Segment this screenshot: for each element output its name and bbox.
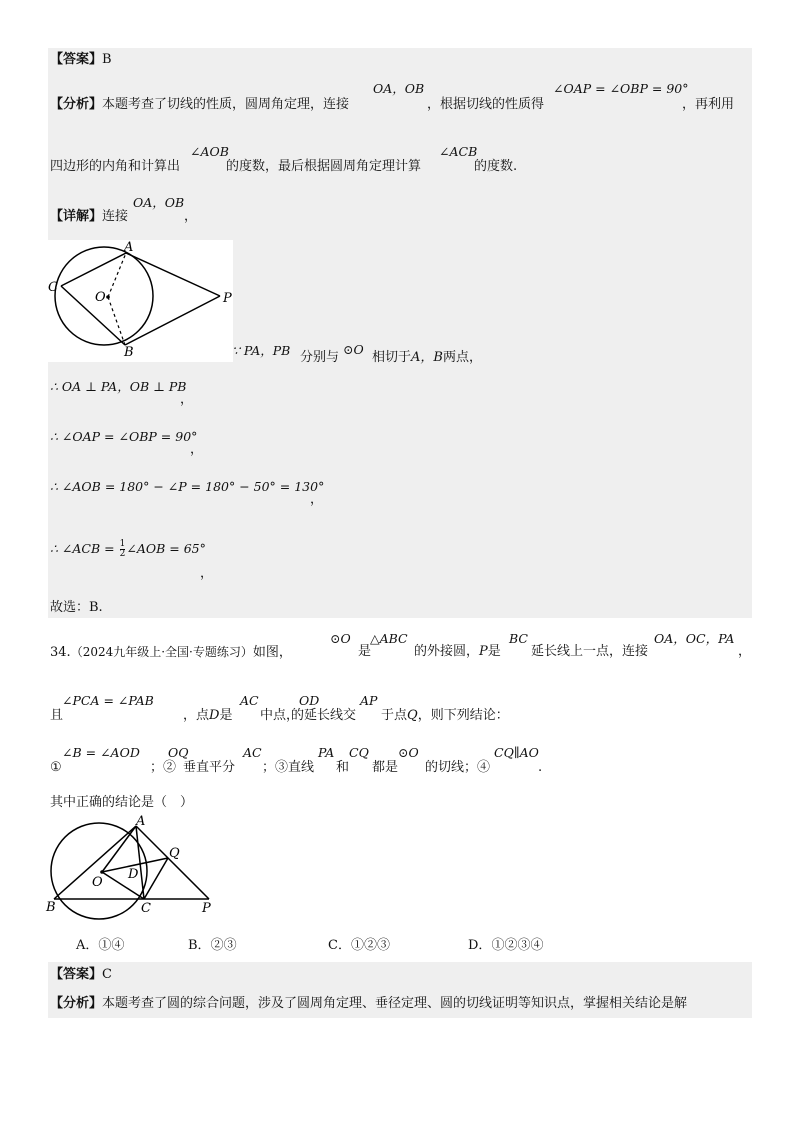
answer-line xyxy=(50,52,112,68)
option-a-label: A． xyxy=(76,938,99,953)
q34-number: 34. xyxy=(50,645,71,660)
step-4-den: 2 xyxy=(119,549,126,559)
step-1-end: ， xyxy=(180,392,194,407)
because-math: ∵ PA，PB xyxy=(232,343,291,358)
c3-text: 都是 xyxy=(372,760,399,775)
q34-source: （2024九年级上·全国·专题练习） xyxy=(70,645,253,659)
fig2-label-o: O xyxy=(92,875,103,890)
c3-end: 的切线；④ xyxy=(425,760,491,775)
fig1-label-o: O xyxy=(95,290,106,305)
q34-text-p: P xyxy=(479,644,488,659)
q34-answer-value: C xyxy=(102,967,112,982)
option-c[interactable] xyxy=(328,938,390,954)
c2-math: OQ xyxy=(168,745,189,760)
q34-analysis-line xyxy=(50,996,687,1012)
detail-text: 连接 xyxy=(102,209,129,224)
analysis-line2-math-acb: ∠ACB xyxy=(439,144,478,159)
step-1-math: ∴ OA ⊥ PA，OB ⊥ PB xyxy=(50,379,187,394)
q34-line2-text5 xyxy=(381,708,509,724)
detail-tag: 【详解】 xyxy=(50,209,103,224)
step-4-math xyxy=(50,540,206,559)
analysis-text-1a: 本题考查了切线的性质，圆周角定理，连接 xyxy=(102,97,350,112)
c4-math: CQ∥AO xyxy=(494,745,539,760)
q34-line1 xyxy=(50,644,292,661)
because-points: A，B xyxy=(411,350,443,365)
fig2-line-oa xyxy=(102,826,136,872)
q34-line2-qie: 且 xyxy=(50,708,64,723)
fig2-label-a: A xyxy=(136,814,146,829)
c3-and: 和 xyxy=(336,760,350,775)
q34-text4-end: ， xyxy=(738,644,752,659)
fig1-line-ca xyxy=(61,253,126,286)
fig1-center-dot xyxy=(106,295,110,299)
analysis-text-2: ，根据切线的性质得 xyxy=(427,97,545,112)
analysis-line2-text-3: 的度数. xyxy=(474,159,518,174)
q34-answer-line xyxy=(50,967,112,983)
figure-1 xyxy=(40,236,240,366)
c2-sep: ；③直线 xyxy=(262,760,315,775)
c1-sep: ；② xyxy=(150,760,177,775)
option-c-label: C． xyxy=(328,938,351,953)
fig1-label-c: C xyxy=(48,280,58,295)
fig2-label-b: B xyxy=(46,900,56,915)
because-text-4: 两点， xyxy=(442,350,482,365)
analysis-text-3: ，再利用 xyxy=(682,97,735,112)
choose-answer: 故选：B. xyxy=(50,600,103,615)
fig2-line-cq xyxy=(144,858,168,899)
q34-line2-text1a: ，点 xyxy=(183,708,210,723)
q34-text4: 延长线上一点，连接 xyxy=(531,644,649,659)
analysis-math-angles: ∠OAP = ∠OBP = 90° xyxy=(553,81,689,96)
option-d-value: ①②③④ xyxy=(491,938,544,953)
c3-math3: ⊙O xyxy=(398,745,419,760)
step-3-math: ∴ ∠AOB = 180° − ∠P = 180° − 50° = 130° xyxy=(50,479,325,494)
detail-comma: ， xyxy=(184,209,198,224)
option-b-label: B． xyxy=(188,938,211,953)
q34-math-ac: AC xyxy=(240,693,259,708)
answer-tag: 【答案】 xyxy=(50,52,103,67)
q34-text1: 如图， xyxy=(252,645,292,660)
q34-text3: 是 xyxy=(487,644,501,659)
q34-text-is: 是 xyxy=(358,644,372,659)
q34-math-od: OD xyxy=(299,693,320,708)
step-4-prefix: ∴ ∠ACB = xyxy=(50,541,115,556)
fig1-line-ap xyxy=(126,253,220,296)
fig2-label-d: D xyxy=(128,867,139,882)
q34-line2-text6: ，则下列结论： xyxy=(417,708,509,723)
step-2-math: ∴ ∠OAP = ∠OBP = 90° xyxy=(50,429,198,444)
q34-math-oa: OA，OC，PA xyxy=(654,631,735,646)
analysis-text-1 xyxy=(50,97,349,113)
q34-line2-text4: 的延长线交 xyxy=(291,708,357,723)
q34-text2 xyxy=(414,644,501,660)
detail-line xyxy=(50,209,128,225)
c2-math2: AC xyxy=(243,745,262,760)
q34-math-angle: ∠PCA = ∠PAB xyxy=(62,693,154,708)
step-4-num: 1 xyxy=(119,539,126,549)
answer-value: B xyxy=(102,52,112,67)
q34-math-circle: ⊙O xyxy=(330,631,351,646)
option-a-value: ①④ xyxy=(98,938,125,953)
q34-line2-text5a: 于点 xyxy=(381,708,408,723)
analysis-line2-text-2: 的度数，最后根据圆周角定理计算 xyxy=(226,159,422,174)
step-4-fraction xyxy=(120,540,126,559)
analysis-line2-text-1: 四边形的内角和计算出 xyxy=(50,159,181,174)
fig2-line-ac xyxy=(136,826,144,899)
fig2-label-c: C xyxy=(141,901,151,916)
option-d-label: D． xyxy=(468,938,492,953)
q34-prompt: 其中正确的结论是（ ） xyxy=(50,795,194,810)
option-d[interactable] xyxy=(468,938,543,954)
analysis-tag: 【分析】 xyxy=(50,97,103,112)
q34-answer-tag: 【答案】 xyxy=(50,967,103,982)
fig1-line-cb xyxy=(61,286,125,345)
q34-line2-text3: 中点， xyxy=(260,708,300,723)
analysis-line2-math-aob: ∠AOB xyxy=(190,144,229,159)
detail-math-oa-ob: OA，OB xyxy=(133,195,185,210)
c4-end: . xyxy=(538,760,543,775)
q34-line2-q: Q xyxy=(407,708,418,723)
q34-math-ap: AP xyxy=(360,693,378,708)
figure-2 xyxy=(44,814,224,924)
q34-text2a: 的外接圆， xyxy=(414,644,480,659)
c1-num: ① xyxy=(50,760,62,775)
q34-math-bc: BC xyxy=(509,631,528,646)
option-b[interactable] xyxy=(188,938,237,954)
c3-math: PA xyxy=(318,745,335,760)
fig1-line-oa xyxy=(108,253,126,297)
option-b-value: ②③ xyxy=(210,938,237,953)
step-4-end: ， xyxy=(200,566,214,581)
q34-math-tri: △ABC xyxy=(370,631,408,646)
step-4-suffix: ∠AOB = 65° xyxy=(126,541,206,556)
because-text-2 xyxy=(372,350,482,366)
fig1-label-b: B xyxy=(124,345,134,360)
because-circle: ⊙O xyxy=(343,342,364,357)
step-3-end: ， xyxy=(310,492,324,507)
fig1-label-p: P xyxy=(223,291,232,306)
q34-line2-text1 xyxy=(183,708,232,724)
q34-line2-d: D xyxy=(209,708,220,723)
c1-math: ∠B = ∠AOD xyxy=(62,745,140,760)
fig2-label-p: P xyxy=(202,901,211,916)
q34-line2-text2: 是 xyxy=(219,708,233,723)
because-text-1: 分别与 xyxy=(300,350,340,365)
analysis-math-oa-ob: OA，OB xyxy=(373,81,425,96)
q34-analysis-tag: 【分析】 xyxy=(50,996,103,1011)
fig2-label-q: Q xyxy=(169,846,180,861)
q34-analysis-text: 本题考查了圆的综合问题，涉及了圆周角定理、垂径定理、圆的切线证明等知识点，掌握相关结论是解 xyxy=(102,996,688,1011)
c3-math2: CQ xyxy=(349,745,369,760)
because-text-2a: 相切于 xyxy=(372,350,412,365)
option-a[interactable] xyxy=(76,938,124,954)
fig1-line-bp xyxy=(125,296,220,345)
fig2-center-dot xyxy=(100,870,104,874)
fig1-label-a: A xyxy=(124,240,134,255)
c2-text: 垂直平分 xyxy=(183,760,236,775)
step-2-end: ， xyxy=(190,442,204,457)
option-c-value: ①②③ xyxy=(350,938,390,953)
